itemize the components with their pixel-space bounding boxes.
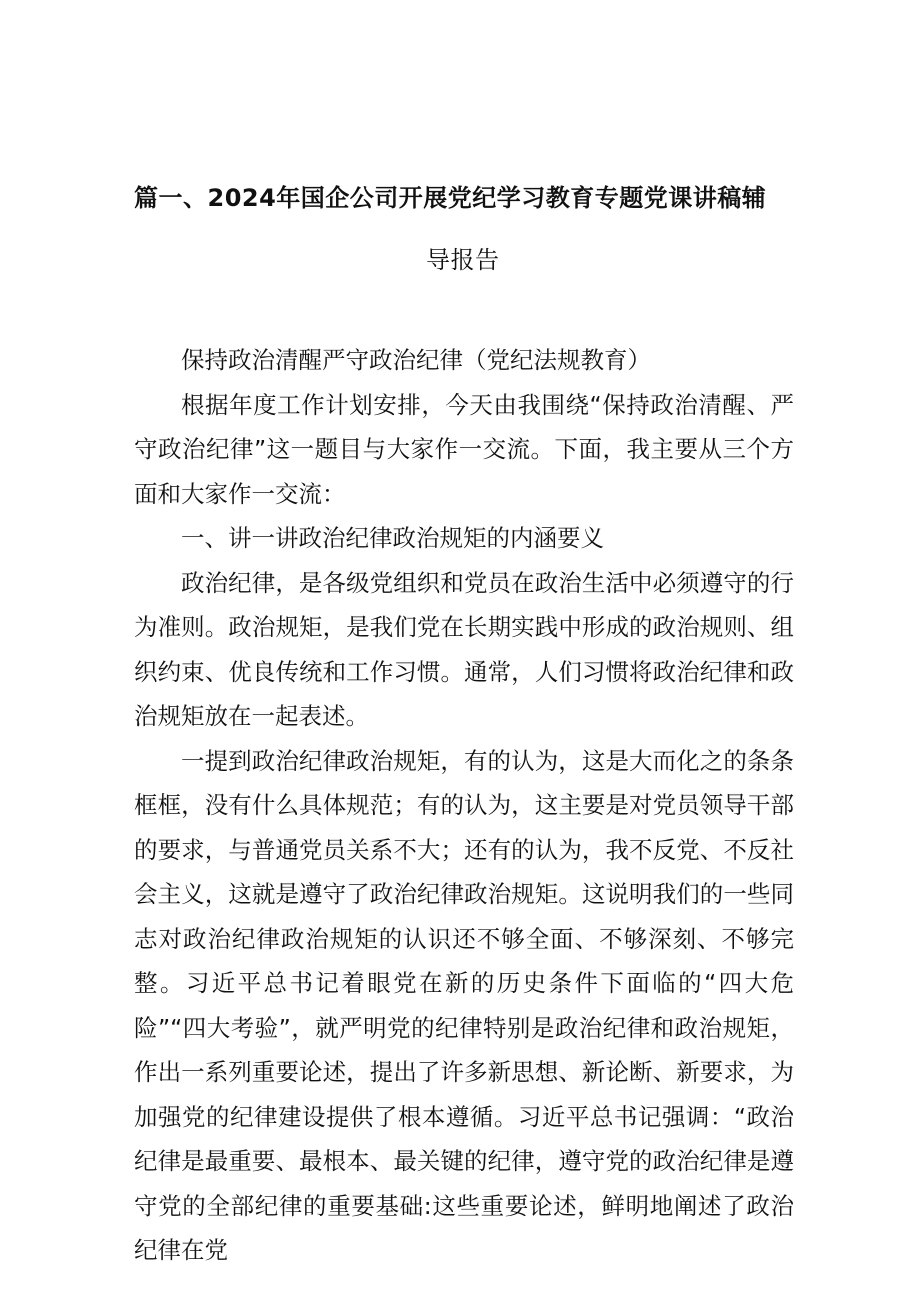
document-title-line-1: 篇一、2024年国企公司开展党纪学习教育专题党课讲稿辅 xyxy=(134,184,767,212)
document-title-line-2: 导报告 xyxy=(426,246,500,274)
intro-paragraph: 根据年度工作计划安排，今天由我围绕“保持政治清醒、严守政治纪律”这一题目与大家作一交流。下面，我主要从三个方面和大家作一交流： xyxy=(134,390,794,508)
section-subtitle: 保持政治清醒严守政治纪律（党纪法规教育） xyxy=(181,346,651,374)
body-paragraph: 政治纪律，是各级党组织和党员在政治生活中必须遵守的行为准则。政治规矩，是我们党在长期实践中形成的政治规则、组织约束、优良传统和工作习惯。通常，人们习惯将政治纪律和政治规矩放在一起表述。 xyxy=(134,568,794,730)
body-paragraph: 一提到政治纪律政治规矩，有的认为，这是大而化之的条条框框，没有什么具体规范；有的认为，这主要是对党员领导干部的要求，与普通党员关系不大；还有的认为，我不反党、不反社会主义，这就是遵守了政治纪律政治规矩。这说明我们的一些同志对政治纪律政治规矩的认识还不够全面、不够深刻、不够完整。习近平总书记着眼党在新的历史条件下面临的“四大危险”“四大考验”，就严明党的纪律特别是政治纪律和政治规矩，作出一系列重要论述，提出了许多新思想、新论断、新要求，为加强党的纪律建设提供了根本遵循。习近平总书记强调：“政治纪律是最重要、最根本、最关键的纪律，遵守党的政治纪律是遵守党的全部纪律的重要基础:这些重要论述，鲜明地阐述了政治纪律在党 xyxy=(134,746,794,1264)
section-heading-1: 一、讲一讲政治纪律政治规矩的内涵要义 xyxy=(181,524,604,552)
document-body xyxy=(134,338,794,1273)
